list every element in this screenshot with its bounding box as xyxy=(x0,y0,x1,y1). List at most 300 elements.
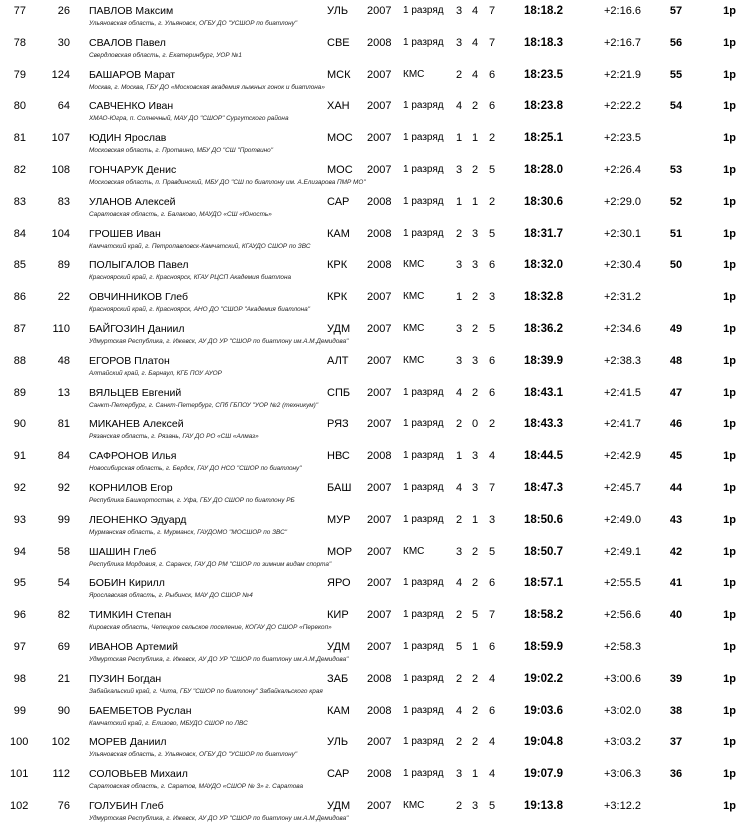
time-gap: +2:58.3 xyxy=(604,640,642,653)
points: 36 xyxy=(669,768,683,781)
table-row xyxy=(0,223,750,255)
athlete-organization: Рязанская область, г. Рязань, ГАУ ДО РО «СШ «Алмаз» xyxy=(89,433,259,441)
athlete-organization: Удмуртская Республика, г. Ижевск, АУ ДО УР "СШОР по биатлону им.А.М.Демидова" xyxy=(89,337,349,345)
shooting-1: 1 xyxy=(455,291,463,304)
points: 39 xyxy=(669,672,683,685)
shooting-total: 7 xyxy=(488,36,496,49)
athlete-name: САВЧЕНКО Иван xyxy=(89,100,174,113)
bib-cell: 64 xyxy=(57,100,70,113)
finish-time: 18:25.1 xyxy=(524,132,564,145)
shooting-1: 4 xyxy=(455,100,463,113)
points: 42 xyxy=(669,545,683,558)
sport-rank: 1 разряд xyxy=(403,450,444,462)
table-row xyxy=(0,254,750,286)
points: 40 xyxy=(669,609,683,622)
region-code: МОР xyxy=(327,545,353,558)
athlete-name: ШАШИН Глеб xyxy=(89,545,157,558)
sport-rank: КМС xyxy=(403,545,425,557)
athlete-organization: Москва, г. Москва, ГБУ ДО «Московская академия лыжных гонок и биатлона» xyxy=(89,83,325,91)
time-gap: +2:49.1 xyxy=(604,545,642,558)
athlete-organization: Камчатский край, г. Петропавловск-Камчатский, КГАУДО СШОР по ЗВС xyxy=(89,242,311,250)
points: 54 xyxy=(669,100,683,113)
athlete-name: ЕГОРОВ Платон xyxy=(89,354,170,367)
shooting-1: 3 xyxy=(455,36,463,49)
athlete-organization: Ульяновская область, г. Ульяновск, ОГБУ ДО "УСШОР по биатлону" xyxy=(89,751,298,759)
time-gap: +2:41.5 xyxy=(604,386,642,399)
category: 1р xyxy=(723,163,736,176)
bib-cell: 90 xyxy=(57,704,70,717)
athlete-organization: Ульяновская область, г. Ульяновск, ОГБУ ДО "УСШОР по биатлону" xyxy=(89,20,298,27)
time-gap: +2:26.4 xyxy=(604,163,642,176)
shooting-total: 7 xyxy=(488,609,496,622)
shooting-1: 3 xyxy=(455,322,463,335)
birth-year: 2007 xyxy=(367,163,392,176)
category: 1р xyxy=(723,36,736,49)
time-gap: +2:16.7 xyxy=(604,36,642,49)
shooting-1: 2 xyxy=(455,672,463,685)
table-row xyxy=(0,604,750,636)
bib-cell: 54 xyxy=(57,577,70,590)
category: 1р xyxy=(723,450,736,463)
category: 1р xyxy=(723,354,736,367)
table-row xyxy=(0,191,750,223)
shooting-1: 2 xyxy=(455,609,463,622)
finish-time: 19:02.2 xyxy=(524,672,564,685)
shooting-2: 4 xyxy=(471,68,479,81)
birth-year: 2007 xyxy=(367,291,392,304)
region-code: БАШ xyxy=(327,481,352,494)
shooting-2: 3 xyxy=(471,481,479,494)
category: 1р xyxy=(723,322,736,335)
shooting-total: 6 xyxy=(488,386,496,399)
region-code: КРК xyxy=(327,291,348,304)
birth-year: 2008 xyxy=(367,259,392,272)
category: 1р xyxy=(723,195,736,208)
category: 1р xyxy=(723,577,736,590)
points: 46 xyxy=(669,418,683,431)
place-cell: 81 xyxy=(13,132,26,145)
shooting-2: 3 xyxy=(471,799,479,812)
place-cell: 93 xyxy=(13,513,26,526)
place-cell: 83 xyxy=(13,195,26,208)
sport-rank: КМС xyxy=(403,259,425,271)
category: 1р xyxy=(723,291,736,304)
finish-time: 18:50.6 xyxy=(524,513,564,526)
time-gap: +2:29.0 xyxy=(604,195,642,208)
bib-cell: 22 xyxy=(57,291,70,304)
shooting-2: 2 xyxy=(471,545,479,558)
region-code: МОС xyxy=(327,163,353,176)
category: 1р xyxy=(723,513,736,526)
bib-cell: 89 xyxy=(57,259,70,272)
table-row xyxy=(0,731,750,763)
time-gap: +2:31.2 xyxy=(604,291,642,304)
shooting-total: 6 xyxy=(488,68,496,81)
table-row xyxy=(0,0,750,32)
athlete-organization: Удмуртская Республика, г. Ижевск, АУ ДО УР "СШОР по биатлону им.А.М.Демидова" xyxy=(89,655,349,663)
birth-year: 2007 xyxy=(367,736,392,749)
shooting-total: 2 xyxy=(488,132,496,145)
time-gap: +2:45.7 xyxy=(604,481,642,494)
athlete-organization: Камчатский край, г. Елизово, МБУДО СШОР по ЛВС xyxy=(89,719,248,727)
shooting-total: 5 xyxy=(488,799,496,812)
birth-year: 2007 xyxy=(367,799,392,812)
time-gap: +2:56.6 xyxy=(604,609,642,622)
birth-year: 2007 xyxy=(367,640,392,653)
shooting-2: 2 xyxy=(471,100,479,113)
athlete-organization: Ярославская область, г. Рыбинск, МАУ ДО СШОР №4 xyxy=(89,592,253,600)
finish-time: 18:47.3 xyxy=(524,481,564,494)
shooting-2: 1 xyxy=(471,768,479,781)
place-cell: 88 xyxy=(13,354,26,367)
athlete-organization: Красноярский край, г. Красноярск, КГАУ РЦСП Академия биатлона xyxy=(89,274,292,282)
table-row xyxy=(0,382,750,414)
athlete-name: МОРЕВ Даниил xyxy=(89,736,167,749)
region-code: УДМ xyxy=(327,640,351,653)
category: 1р xyxy=(723,5,736,17)
birth-year: 2008 xyxy=(367,36,392,49)
bib-cell: 102 xyxy=(51,736,70,749)
sport-rank: 1 разряд xyxy=(403,5,444,16)
category: 1р xyxy=(723,481,736,494)
bib-cell: 104 xyxy=(51,227,70,240)
category: 1р xyxy=(723,418,736,431)
finish-time: 18:18.3 xyxy=(524,36,564,49)
place-cell: 101 xyxy=(10,768,29,781)
athlete-organization: Забайкальский край, г. Чита, ГБУ "СШОР по биатлону" Забайкальского края xyxy=(89,687,323,695)
shooting-1: 3 xyxy=(455,259,463,272)
athlete-name: СОЛОВЬЕВ Михаил xyxy=(89,768,188,781)
shooting-1: 3 xyxy=(455,5,463,17)
shooting-total: 4 xyxy=(488,768,496,781)
shooting-1: 3 xyxy=(455,545,463,558)
bib-cell: 124 xyxy=(51,68,70,81)
place-cell: 102 xyxy=(10,799,29,812)
finish-time: 18:23.5 xyxy=(524,68,564,81)
shooting-2: 0 xyxy=(471,418,479,431)
athlete-organization: Республика Башкортостан, г. Уфа, ГБУ ДО СШОР по биатлону РБ xyxy=(89,496,295,504)
region-code: ЗАБ xyxy=(327,672,349,685)
shooting-2: 3 xyxy=(471,259,479,272)
region-code: МУР xyxy=(327,513,351,526)
athlete-name: ГРОШЕВ Иван xyxy=(89,227,161,240)
finish-time: 18:32.0 xyxy=(524,259,564,272)
shooting-total: 7 xyxy=(488,5,496,17)
birth-year: 2007 xyxy=(367,354,392,367)
place-cell: 78 xyxy=(13,36,26,49)
time-gap: +3:03.2 xyxy=(604,736,642,749)
birth-year: 2007 xyxy=(367,386,392,399)
region-code: УЛЬ xyxy=(327,5,349,17)
region-code: КРК xyxy=(327,259,348,272)
shooting-total: 6 xyxy=(488,704,496,717)
place-cell: 91 xyxy=(13,450,26,463)
points: 49 xyxy=(669,322,683,335)
category: 1р xyxy=(723,386,736,399)
sport-rank: 1 разряд xyxy=(403,36,444,48)
place-cell: 77 xyxy=(13,5,26,17)
shooting-2: 4 xyxy=(471,36,479,49)
category: 1р xyxy=(723,100,736,113)
athlete-name: БАШАРОВ Марат xyxy=(89,68,176,81)
finish-time: 19:07.9 xyxy=(524,768,564,781)
table-row xyxy=(0,668,750,700)
table-row xyxy=(0,413,750,445)
finish-time: 18:50.7 xyxy=(524,545,564,558)
athlete-name: УЛАНОВ Алексей xyxy=(89,195,176,208)
birth-year: 2007 xyxy=(367,481,392,494)
time-gap: +2:21.9 xyxy=(604,68,642,81)
sport-rank: КМС xyxy=(403,322,425,334)
athlete-name: ИВАНОВ Артемий xyxy=(89,640,178,653)
region-code: РЯЗ xyxy=(327,418,349,431)
bib-cell: 76 xyxy=(57,799,70,812)
shooting-total: 4 xyxy=(488,672,496,685)
finish-time: 18:39.9 xyxy=(524,354,564,367)
athlete-name: СВАЛОВ Павел xyxy=(89,36,166,49)
shooting-2: 2 xyxy=(471,322,479,335)
table-row xyxy=(0,541,750,573)
athlete-organization: Саратовская область, г. Саратов, МАУДО «СШОР № 3» г. Саратова xyxy=(89,783,304,791)
table-row xyxy=(0,636,750,668)
sport-rank: 1 разряд xyxy=(403,768,444,780)
category: 1р xyxy=(723,227,736,240)
shooting-1: 3 xyxy=(455,768,463,781)
bib-cell: 84 xyxy=(57,450,70,463)
athlete-organization: Санкт-Петербург, г. Санкт-Петербург, СПб ГБПОУ "УОР №2 (техникум)" xyxy=(89,401,319,409)
shooting-total: 4 xyxy=(488,450,496,463)
region-code: УДМ xyxy=(327,322,351,335)
table-row xyxy=(0,350,750,382)
sport-rank: 1 разряд xyxy=(403,163,444,175)
table-row xyxy=(0,700,750,732)
time-gap: +3:00.6 xyxy=(604,672,642,685)
shooting-total: 6 xyxy=(488,577,496,590)
finish-time: 18:32.8 xyxy=(524,291,564,304)
athlete-organization: Республика Мордовия, г. Саранск, ГАУ ДО РМ "СШОР по зимним видам спорта" xyxy=(89,560,332,568)
place-cell: 79 xyxy=(13,68,26,81)
shooting-total: 3 xyxy=(488,513,496,526)
birth-year: 2008 xyxy=(367,672,392,685)
time-gap: +2:22.2 xyxy=(604,100,642,113)
athlete-name: БОБИН Кирилл xyxy=(89,577,165,590)
birth-year: 2008 xyxy=(367,195,392,208)
shooting-1: 2 xyxy=(455,68,463,81)
shooting-1: 3 xyxy=(455,163,463,176)
sport-rank: 1 разряд xyxy=(403,609,444,621)
shooting-2: 1 xyxy=(471,195,479,208)
birth-year: 2007 xyxy=(367,609,392,622)
bib-cell: 82 xyxy=(57,609,70,622)
points: 44 xyxy=(669,481,683,494)
athlete-organization: Новосибирская область, г. Бердск, ГАУ ДО НСО "СШОР по биатлону" xyxy=(89,465,302,473)
place-cell: 87 xyxy=(13,322,26,335)
table-row xyxy=(0,795,750,827)
athlete-organization: ХМАО-Югра, п. Солнечный, МАУ ДО "СШОР" Сургутского района xyxy=(89,115,289,123)
place-cell: 89 xyxy=(13,386,26,399)
place-cell: 95 xyxy=(13,577,26,590)
athlete-organization: Саратовская область, г. Балаково, МАУДО «СШ «Юность» xyxy=(89,210,272,218)
finish-time: 18:43.3 xyxy=(524,418,564,431)
bib-cell: 110 xyxy=(52,322,70,335)
shooting-total: 6 xyxy=(488,259,496,272)
region-code: УДМ xyxy=(327,799,351,812)
shooting-2: 2 xyxy=(471,577,479,590)
region-code: КИР xyxy=(327,609,349,622)
table-row xyxy=(0,572,750,604)
athlete-name: ПУЗИН Богдан xyxy=(89,672,162,685)
finish-time: 18:31.7 xyxy=(524,227,564,240)
category: 1р xyxy=(723,259,736,272)
birth-year: 2008 xyxy=(367,768,392,781)
birth-year: 2007 xyxy=(367,68,392,81)
bib-cell: 107 xyxy=(51,132,70,145)
finish-time: 19:13.8 xyxy=(524,799,564,812)
sport-rank: 1 разряд xyxy=(403,640,444,652)
finish-time: 18:58.2 xyxy=(524,609,564,622)
sport-rank: 1 разряд xyxy=(403,736,444,748)
time-gap: +2:41.7 xyxy=(604,418,642,431)
category: 1р xyxy=(723,799,736,812)
shooting-1: 1 xyxy=(455,195,463,208)
shooting-1: 1 xyxy=(455,450,463,463)
athlete-name: КОРНИЛОВ Егор xyxy=(89,481,173,494)
category: 1р xyxy=(723,672,736,685)
birth-year: 2008 xyxy=(367,450,392,463)
points: 48 xyxy=(669,354,683,367)
birth-year: 2007 xyxy=(367,418,392,431)
sport-rank: 1 разряд xyxy=(403,418,444,430)
finish-time: 18:44.5 xyxy=(524,450,564,463)
birth-year: 2007 xyxy=(367,322,392,335)
shooting-2: 1 xyxy=(471,513,479,526)
athlete-organization: Удмуртская Республика, г. Ижевск, АУ ДО УР "СШОР по биатлону им.А.М.Демидова" xyxy=(89,814,349,822)
category: 1р xyxy=(723,768,736,781)
shooting-total: 3 xyxy=(488,291,496,304)
points: 52 xyxy=(669,195,683,208)
place-cell: 98 xyxy=(13,672,26,685)
bib-cell: 99 xyxy=(57,513,70,526)
sport-rank: 1 разряд xyxy=(403,386,444,398)
place-cell: 84 xyxy=(13,227,26,240)
region-code: САР xyxy=(327,195,350,208)
sport-rank: 1 разряд xyxy=(403,672,444,684)
category: 1р xyxy=(723,609,736,622)
bib-cell: 83 xyxy=(57,195,70,208)
athlete-name: ГОНЧАРУК Денис xyxy=(89,163,177,176)
bib-cell: 69 xyxy=(57,640,70,653)
sport-rank: 1 разряд xyxy=(403,704,444,716)
shooting-1: 4 xyxy=(455,577,463,590)
region-code: АЛТ xyxy=(327,354,349,367)
athlete-name: БАЙГОЗИН Даниил xyxy=(89,322,185,335)
athlete-name: ВЯЛЬЦЕВ Евгений xyxy=(89,386,182,399)
bib-cell: 81 xyxy=(57,418,70,431)
points: 41 xyxy=(669,577,683,590)
athlete-name: ПОЛЫГАЛОВ Павел xyxy=(89,259,189,272)
table-row xyxy=(0,64,750,96)
shooting-1: 4 xyxy=(455,386,463,399)
category: 1р xyxy=(723,68,736,81)
place-cell: 100 xyxy=(10,736,29,749)
shooting-1: 3 xyxy=(455,354,463,367)
shooting-2: 2 xyxy=(471,736,479,749)
finish-time: 19:03.6 xyxy=(524,704,564,717)
shooting-2: 3 xyxy=(471,227,479,240)
time-gap: +2:16.6 xyxy=(604,5,642,17)
category: 1р xyxy=(723,132,736,145)
finish-time: 19:04.8 xyxy=(524,736,564,749)
points: 53 xyxy=(669,163,683,176)
table-row xyxy=(0,445,750,477)
shooting-total: 6 xyxy=(488,100,496,113)
shooting-2: 2 xyxy=(471,672,479,685)
time-gap: +3:02.0 xyxy=(604,704,642,717)
shooting-total: 4 xyxy=(488,736,496,749)
table-row xyxy=(0,32,750,64)
birth-year: 2007 xyxy=(367,513,392,526)
time-gap: +2:23.5 xyxy=(604,132,642,145)
shooting-1: 4 xyxy=(455,704,463,717)
shooting-1: 2 xyxy=(455,227,463,240)
category: 1р xyxy=(723,736,736,749)
shooting-1: 1 xyxy=(455,132,463,145)
region-code: МОС xyxy=(327,132,353,145)
shooting-1: 2 xyxy=(455,736,463,749)
time-gap: +2:38.3 xyxy=(604,354,642,367)
finish-time: 18:57.1 xyxy=(524,577,564,590)
athlete-organization: Мурманская область, г. Мурманск, ГАУДОМО "МОСШОР по ЗВС" xyxy=(89,528,287,536)
table-row xyxy=(0,286,750,318)
sport-rank: 1 разряд xyxy=(403,577,444,589)
shooting-total: 5 xyxy=(488,545,496,558)
shooting-total: 5 xyxy=(488,227,496,240)
bib-cell: 48 xyxy=(57,354,70,367)
points: 47 xyxy=(669,386,683,399)
sport-rank: КМС xyxy=(403,291,425,303)
place-cell: 96 xyxy=(13,609,26,622)
time-gap: +2:30.4 xyxy=(604,259,642,272)
bib-cell: 108 xyxy=(51,163,70,176)
sport-rank: 1 разряд xyxy=(403,195,444,207)
region-code: КАМ xyxy=(327,227,350,240)
points: 51 xyxy=(669,227,683,240)
finish-time: 18:28.0 xyxy=(524,163,564,176)
athlete-name: ГОЛУБИН Глеб xyxy=(89,799,164,812)
finish-time: 18:23.8 xyxy=(524,100,564,113)
time-gap: +2:34.6 xyxy=(604,322,642,335)
athlete-organization: Свердловская область, г. Екатеринбург, УОР №1 xyxy=(89,51,242,59)
bib-cell: 21 xyxy=(57,672,70,685)
time-gap: +3:06.3 xyxy=(604,768,642,781)
place-cell: 80 xyxy=(13,100,26,113)
region-code: УЛЬ xyxy=(327,736,349,749)
sport-rank: 1 разряд xyxy=(403,513,444,525)
table-row xyxy=(0,159,750,191)
shooting-total: 7 xyxy=(488,481,496,494)
athlete-name: БАЕМБЕТОВ Руслан xyxy=(89,704,192,717)
points: 38 xyxy=(669,704,683,717)
sport-rank: 1 разряд xyxy=(403,481,444,493)
birth-year: 2007 xyxy=(367,5,392,17)
shooting-1: 4 xyxy=(455,481,463,494)
athlete-name: ЮДИН Ярослав xyxy=(89,132,167,145)
table-row xyxy=(0,477,750,509)
athlete-name: САФРОНОВ Илья xyxy=(89,450,177,463)
category: 1р xyxy=(723,545,736,558)
place-cell: 92 xyxy=(13,481,26,494)
time-gap: +2:49.0 xyxy=(604,513,642,526)
